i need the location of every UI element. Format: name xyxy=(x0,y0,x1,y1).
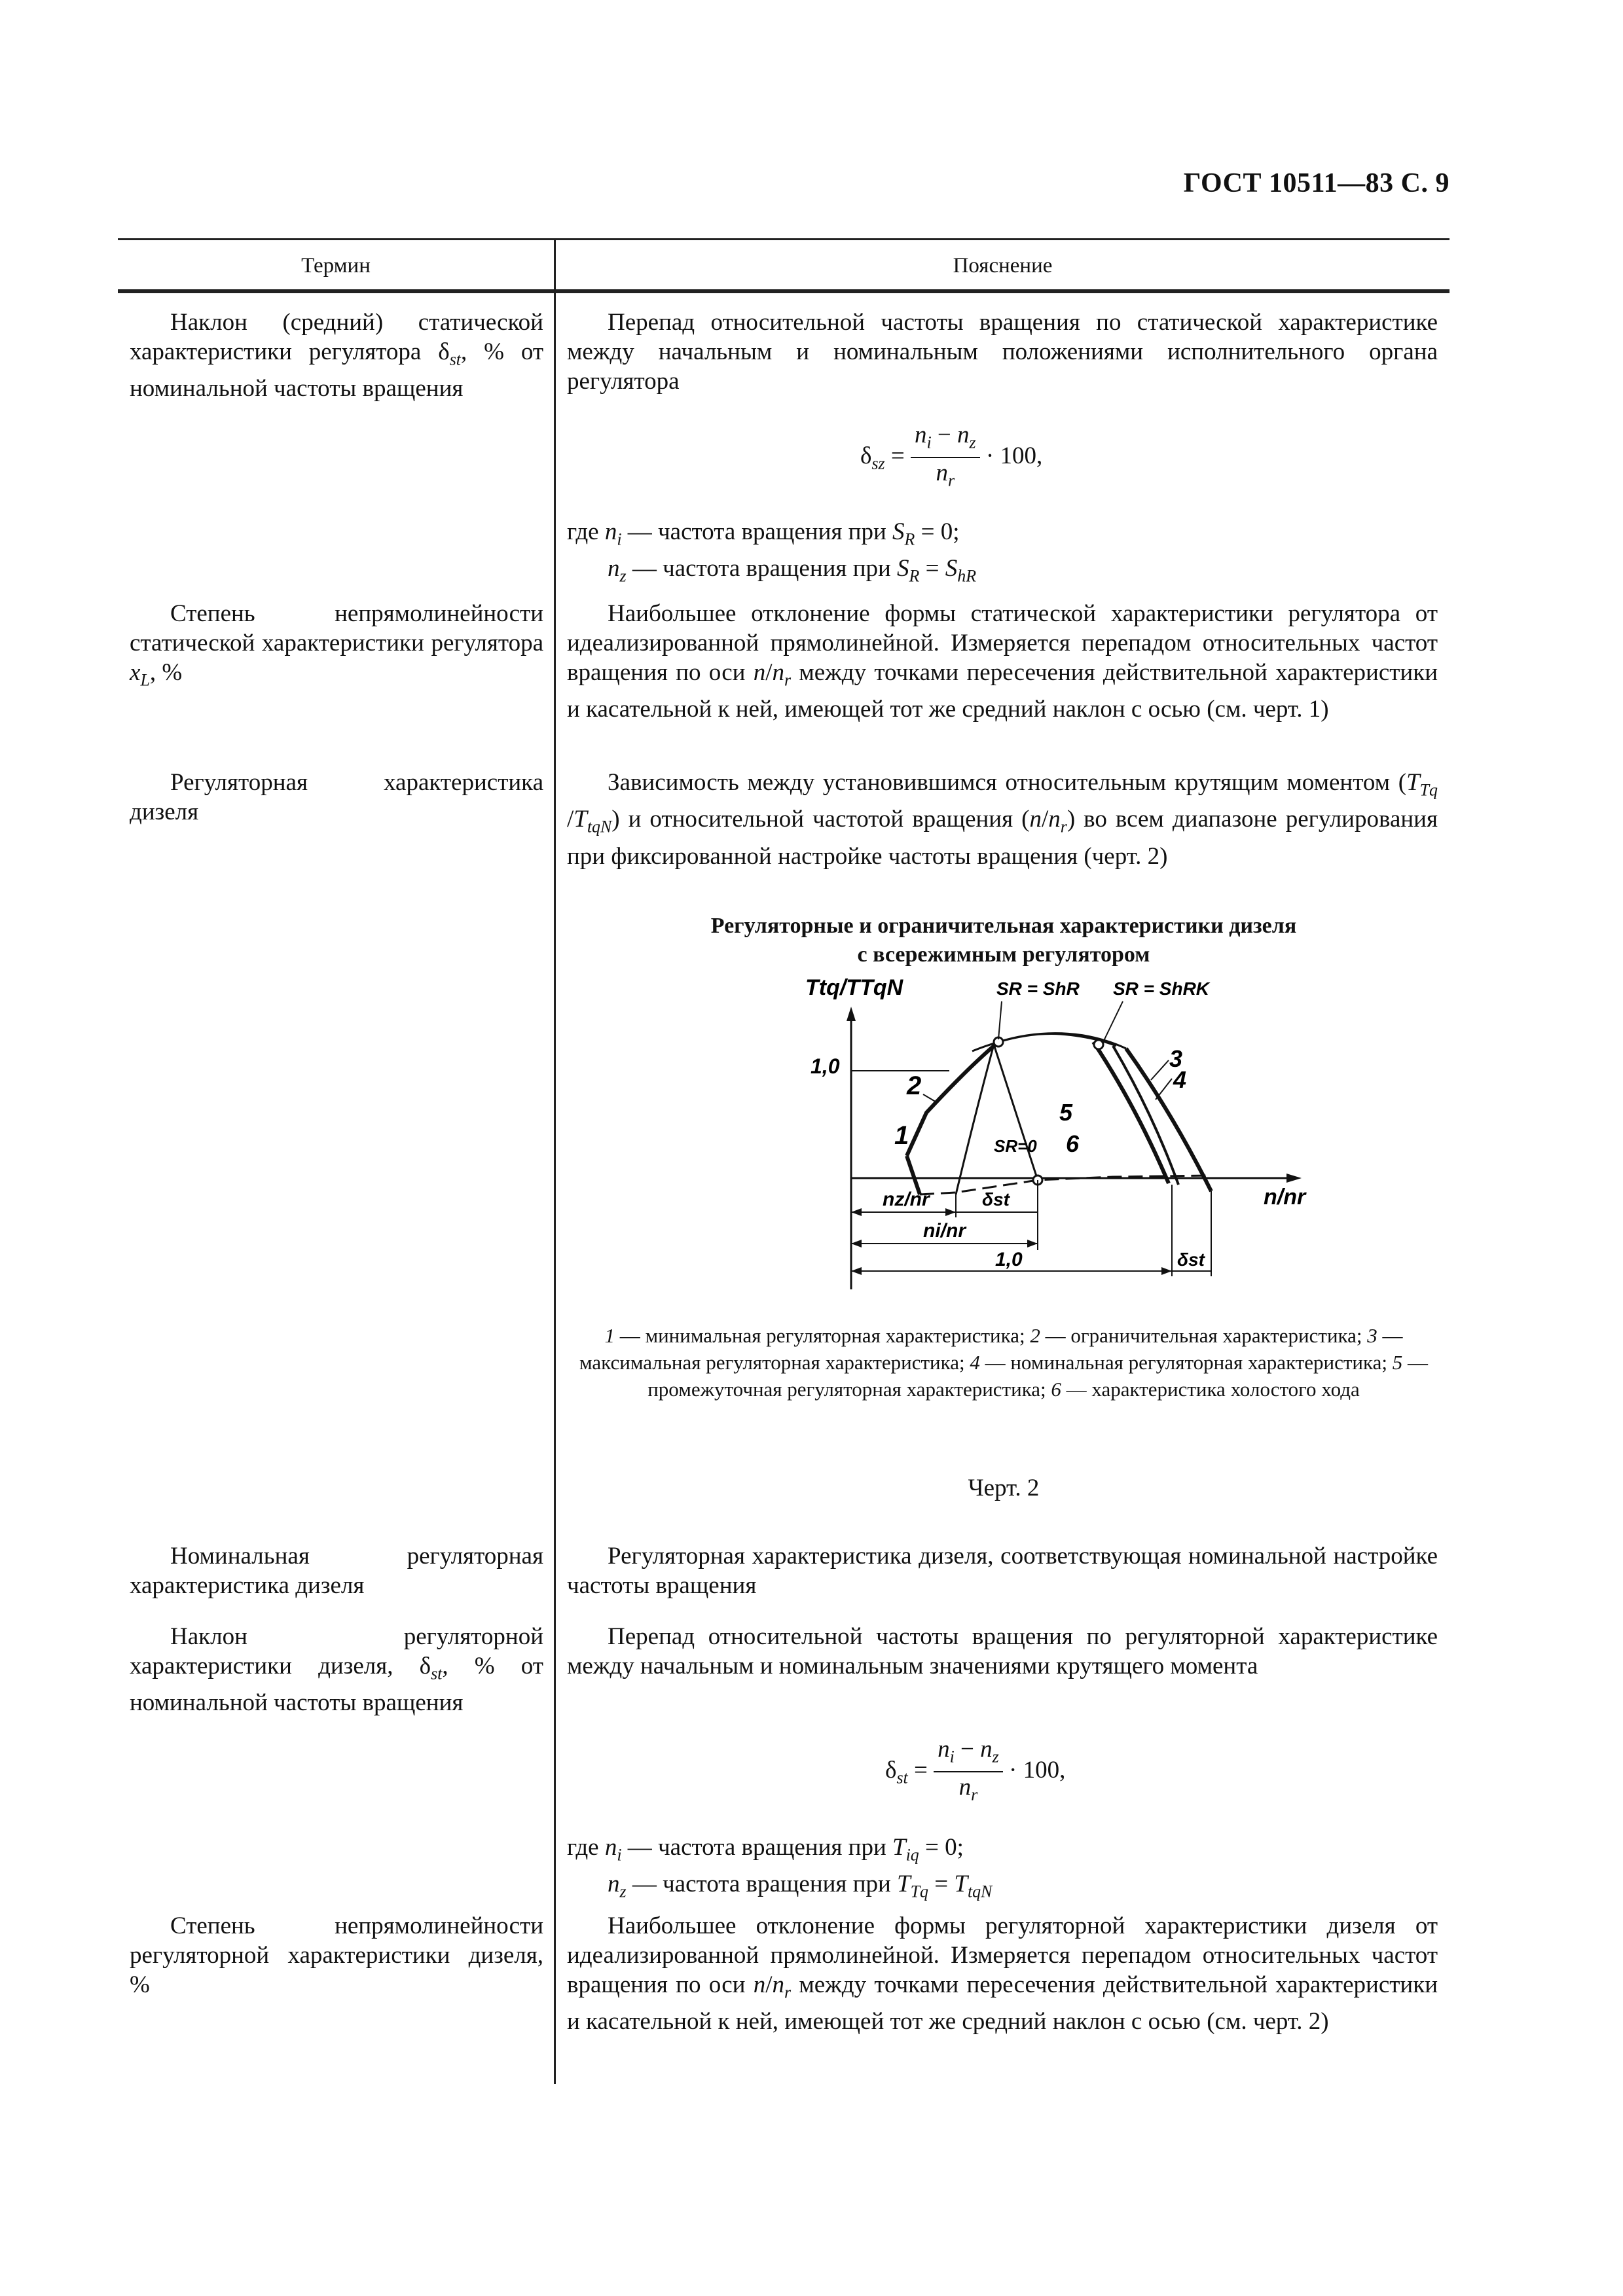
curve-4-nominal xyxy=(1093,1042,1169,1183)
table-header-rule xyxy=(118,289,1450,293)
column-header-explanation: Пояснение xyxy=(953,254,1053,278)
term-static-nonlinearity: Степень непрямолинейности статической характеристики регулятора $x_L$, % xyxy=(130,600,543,690)
term-static-slope: Наклон (средний) статической характеристики регулятора $\delta_{st}$, % от номинальной частоты вращения xyxy=(130,309,543,403)
leader-3 xyxy=(1151,1060,1169,1080)
label-n5: 5 xyxy=(1059,1099,1073,1126)
leader-srshrk xyxy=(1103,1001,1123,1042)
label-n2: 2 xyxy=(907,1071,922,1100)
page-header: ГОСТ 10511—83 С. 9 xyxy=(1183,168,1450,198)
figure-title xyxy=(570,912,1438,969)
marker-top-right xyxy=(1094,1040,1103,1049)
label-n3: 3 xyxy=(1169,1045,1183,1072)
expl-nominal-characteristic: Регуляторная характеристика дизеля, соответствующая номинальной настройке частоты вращения xyxy=(567,1543,1438,1599)
column-header-term: Термин xyxy=(301,254,371,278)
arrow-ni-r xyxy=(1027,1240,1038,1247)
label-dst-inner: δst xyxy=(982,1189,1010,1210)
expl-diesel-nonlinearity: Наибольшее отклонение формы регуляторной характеристики дизеля от идеализированной прямолинейной. Измеряется перепадом относительных частот вращения по оси $n/n_r$ между точками пересечения действительной характеристики и касательной к ней, имеющей тот же средний наклон с осью (см. черт. 2) xyxy=(567,1912,1438,2036)
figure-caption: 1 — минимальная регуляторная характеристика; 2 — ограничительная характеристика; 3 — максимальная регуляторная характеристика; 4 — номинальная регуляторная характеристика; 5 — промежуточная регуляторная характеристика; 6 — характеристика холостого хода xyxy=(579,1324,1428,1401)
table-top-rule xyxy=(118,238,1450,240)
expl-static-nonlinearity: Наибольшее отклонение формы статической характеристики регулятора от идеализированной прямолинейной. Измеряется перепадом относительных частот вращения по оси $n/n_r$ между точками пересечения действительной характеристики и касательной к ней, имеющей тот же средний наклон с осью (см. черт. 1) xyxy=(567,600,1438,723)
label-one-y: 1,0 xyxy=(811,1054,840,1078)
label-sr-shr: SR = ShR xyxy=(996,978,1080,999)
x-axis-arrow xyxy=(1286,1174,1302,1183)
label-one-x: 1,0 xyxy=(995,1249,1023,1270)
figure-title-line2: с всережимным регулятором xyxy=(857,942,1150,967)
curve-sr-zero xyxy=(956,1045,994,1194)
label-sr-shrk: SR = ShRK xyxy=(1113,978,1210,999)
label-yaxis: Ttq/TTqN xyxy=(805,975,903,1000)
formula-diesel-slope: $\delta_{st}$ = $\frac{n_i - n_z}{n_r}$ · 100, xyxy=(885,1736,1066,1804)
label-n6: 6 xyxy=(1066,1130,1080,1157)
where-diesel-slope: где $n_i$ — частота вращения при $T_{iq} = 0$; $n_z$ — частота вращения при $T_{Tq} = T_{tqN}$ xyxy=(567,1834,993,1901)
label-ni-nr: ni/nr xyxy=(923,1220,966,1242)
label-nz-nr: nz/nr xyxy=(883,1189,930,1210)
term-regulator-characteristic: Регуляторная характеристика дизеля xyxy=(130,769,543,825)
formula-static-slope: $\delta_{sz}$ = $\frac{n_i - n_z}{n_r}$ · 100, xyxy=(860,422,1043,490)
figure-title-line1: Регуляторные и ограничительная характеристики дизеля xyxy=(710,914,1297,938)
expl-static-slope: Перепад относительной частоты вращения по статической характеристике между начальным и номинальным положениями исполнительного органа регулятора xyxy=(567,309,1438,395)
regulator-characteristics-diagram xyxy=(786,969,1349,1309)
label-n1: 1 xyxy=(894,1121,909,1150)
label-n4: 4 xyxy=(1173,1066,1187,1093)
expl-regulator-characteristic: Зависимость между установившимся относительным крутящим моментом ($T_{Tq}$ $/T_{tqN}$) и относительной частотой вращения $(n/n_r)$ во всем диапазоне регулирования при фиксированной настройке частоты вращения (черт. 2) xyxy=(567,769,1438,870)
leader-4 xyxy=(1156,1079,1172,1100)
table-column-divider xyxy=(554,238,556,2084)
label-dst-outer: δst xyxy=(1177,1249,1205,1270)
curve-5-intermediate xyxy=(994,1045,1038,1180)
y-axis-arrow xyxy=(847,1007,856,1021)
term-diesel-slope: Наклон регуляторной характеристики дизеля, $\delta_{st}$, % от номинальной частоты вращения xyxy=(130,1623,543,1717)
term-diesel-nonlinearity: Степень непрямолинейности регуляторной характеристики дизеля, % xyxy=(130,1912,543,1998)
where-static-slope: где $n_i$ — частота вращения при $S_R = 0$; $n_z$ — частота вращения при $S_R = S_{hR}$ xyxy=(567,518,977,586)
leader-2 xyxy=(923,1094,938,1103)
label-xaxis: n/nr xyxy=(1264,1185,1306,1210)
figure-number: Черт. 2 xyxy=(968,1475,1040,1501)
arrow-nz-r xyxy=(945,1208,956,1216)
arrow-one-l xyxy=(851,1267,862,1275)
arrow-nz-l xyxy=(851,1208,862,1216)
term-nominal-characteristic: Номинальная регуляторная характеристика дизеля xyxy=(130,1543,543,1599)
arrow-one-r xyxy=(1161,1267,1172,1275)
expl-diesel-slope: Перепад относительной частоты вращения по регуляторной характеристике между начальным и номинальным значениями крутящего момента xyxy=(567,1623,1438,1679)
leader-srshr xyxy=(998,1001,1002,1039)
arrow-ni-l xyxy=(851,1240,862,1247)
label-sr-zero: SR=0 xyxy=(994,1136,1037,1156)
